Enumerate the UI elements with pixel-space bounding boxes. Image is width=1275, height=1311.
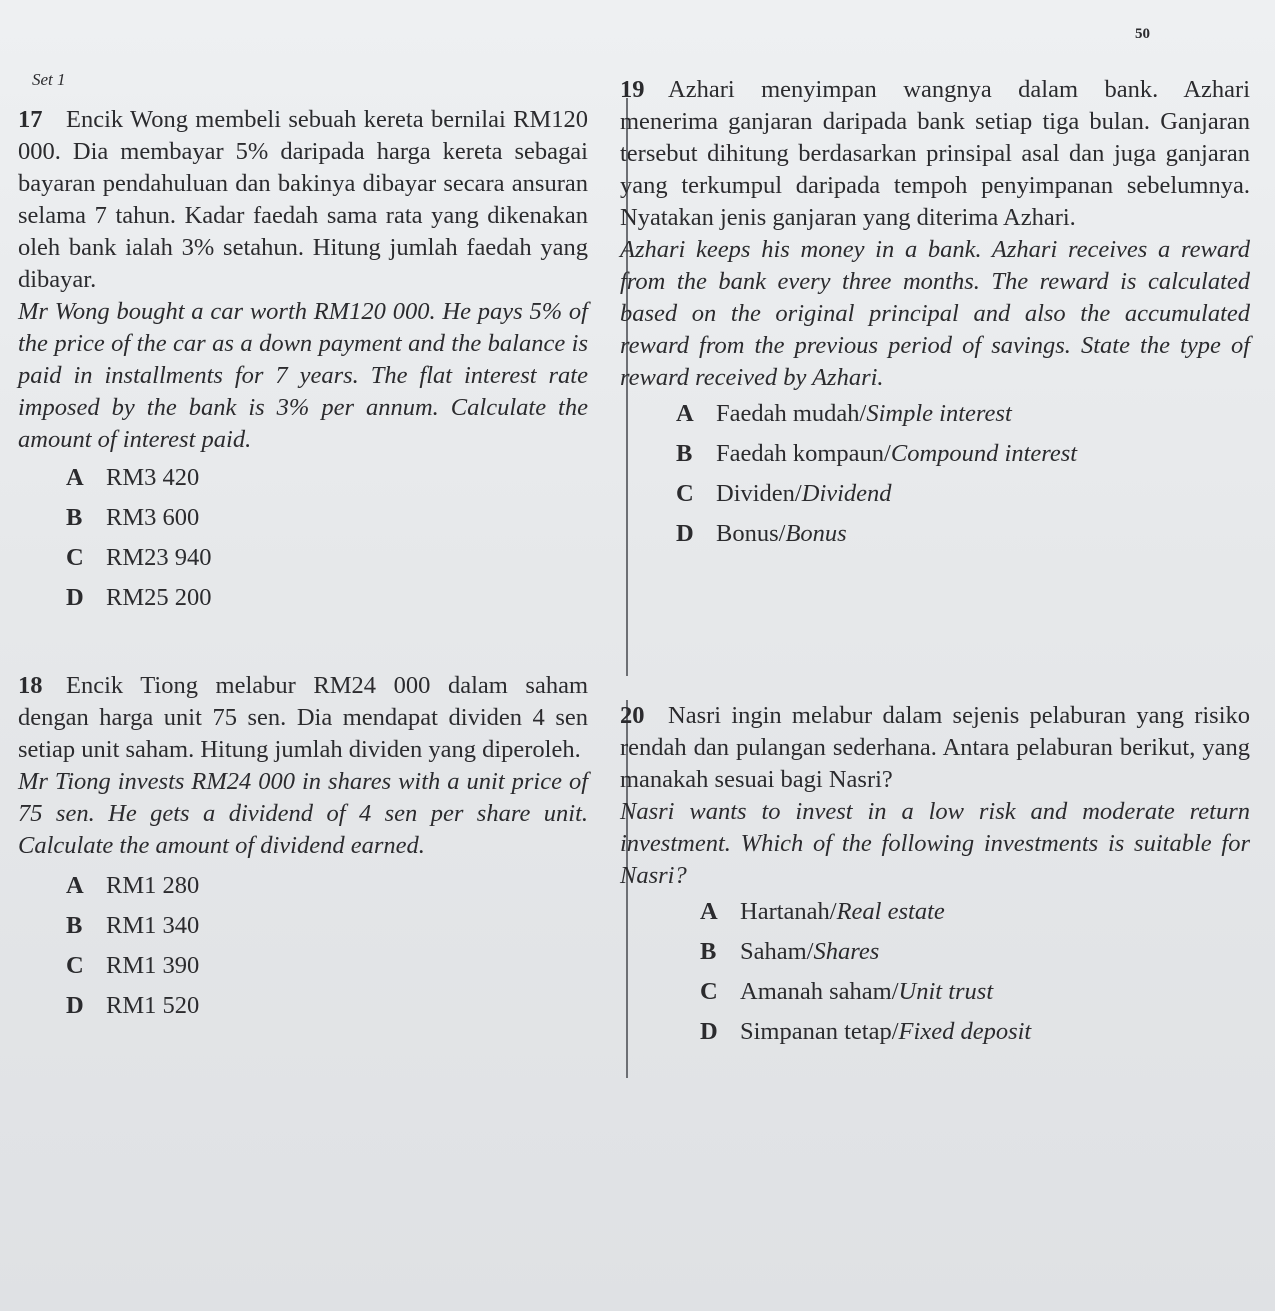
option-b[interactable] — [620, 438, 1250, 478]
option-text: RM25 200 — [106, 584, 212, 611]
option-text-malay: Dividen/ — [716, 480, 802, 507]
set-label: Set 1 — [32, 70, 66, 89]
option-letter: A — [66, 872, 84, 899]
option-b[interactable] — [18, 502, 588, 542]
option-text-malay: Bonus/ — [716, 520, 786, 547]
option-text-malay: Amanah saham/ — [740, 978, 899, 1005]
option-c[interactable] — [18, 542, 588, 582]
option-text-english: Dividend — [801, 480, 892, 507]
option-text: RM3 420 — [106, 464, 200, 491]
option-letter: C — [676, 480, 694, 507]
option-d[interactable] — [18, 582, 588, 622]
option-c[interactable] — [620, 478, 1250, 518]
question-20 — [620, 700, 1250, 1056]
question-number: 19 — [620, 76, 645, 103]
option-letter: B — [676, 440, 693, 467]
option-list — [620, 896, 1250, 1056]
option-list — [620, 398, 1250, 558]
question-text-malay: Nasri ingin melabur dalam sejenis pelaburan yang risiko rendah dan pulangan sederhana. Antara pelaburan berikut, yang manakah sesuai bagi Nasri? — [620, 702, 1250, 793]
option-text-english: Shares — [813, 938, 880, 965]
question-18 — [18, 670, 588, 1030]
question-number: 18 — [18, 672, 43, 699]
option-text-malay: Simpanan tetap/ — [740, 1018, 899, 1045]
option-text-english: Unit trust — [898, 978, 994, 1005]
option-letter: D — [700, 1018, 718, 1045]
question-number: 20 — [620, 702, 645, 729]
option-list — [18, 462, 588, 622]
option-text-english: Compound interest — [890, 440, 1078, 467]
question-19 — [620, 74, 1250, 558]
question-text-malay: Encik Tiong melabur RM24 000 dalam saham dengan harga unit 75 sen. Dia mendapat dividen 4 sen setiap unit saham. Hitung jumlah dividen yang diperoleh. — [18, 672, 588, 763]
question-text-malay: Encik Wong membeli sebuah kereta bernilai RM120 000. Dia membayar 5% daripada harga kereta sebagai bayaran pendahuluan dan bakinya dibayar secara ansuran selama 7 tahun. Kadar faedah sama rata yang dikenakan oleh bank ialah 3% setahun. Hitung jumlah faedah yang dibayar. — [18, 106, 588, 293]
option-text-english: Real estate — [836, 898, 945, 925]
option-letter: D — [66, 992, 84, 1019]
question-text-english: Mr Tiong invests RM24 000 in shares with a unit price of 75 sen. He gets a dividend of 4 sen per share unit. Calculate the amount of dividend earned. — [18, 768, 588, 859]
option-text-malay: Faedah kompaun/ — [716, 440, 891, 467]
option-d[interactable] — [18, 990, 588, 1030]
option-text-malay: Saham/ — [740, 938, 814, 965]
option-letter: C — [700, 978, 718, 1005]
option-text: RM1 520 — [106, 992, 200, 1019]
option-c[interactable] — [620, 976, 1250, 1016]
question-text-english: Azhari keeps his money in a bank. Azhari receives a reward from the bank every three months. The reward is calculated based on the original principal and also the accumulated reward from the previous period of savings. State the type of reward received by Azhari. — [620, 236, 1250, 391]
option-letter: B — [66, 504, 83, 531]
option-a[interactable] — [18, 462, 588, 502]
option-text-english: Simple interest — [866, 400, 1012, 427]
option-c[interactable] — [18, 950, 588, 990]
option-a[interactable] — [18, 870, 588, 910]
option-text: RM3 600 — [106, 504, 200, 531]
option-text-english: Bonus — [785, 520, 847, 547]
option-b[interactable] — [18, 910, 588, 950]
option-a[interactable] — [620, 896, 1250, 936]
option-text: RM1 280 — [106, 872, 200, 899]
option-text: RM23 940 — [106, 544, 212, 571]
question-text-malay: Azhari menyimpan wangnya dalam bank. Azhari menerima ganjaran daripada bank setiap tiga bulan. Ganjaran tersebut dihitung berdasarkan prinsipal asal dan juga ganjaran yang terkumpul daripada tempoh penyimpanan sebelumnya. Nyatakan jenis ganjaran yang diterima Azhari. — [620, 76, 1250, 231]
option-d[interactable] — [620, 1016, 1250, 1056]
option-letter: A — [700, 898, 718, 925]
question-text-english: Mr Wong bought a car worth RM120 000. He pays 5% of the price of the car as a down payment and the balance is paid in installments for 7 years. The flat interest rate imposed by the bank is 3% per annum. Calculate the amount of interest paid. — [18, 298, 588, 453]
option-letter: C — [66, 952, 84, 979]
option-a[interactable] — [620, 398, 1250, 438]
option-list — [18, 870, 588, 1030]
option-text: RM1 340 — [106, 912, 200, 939]
option-letter: B — [700, 938, 717, 965]
option-letter: D — [676, 520, 694, 547]
question-17 — [18, 104, 588, 622]
page-number: 50 — [1135, 26, 1150, 42]
question-number: 17 — [18, 106, 43, 133]
option-text-english: Fixed deposit — [898, 1018, 1032, 1045]
option-letter: A — [66, 464, 84, 491]
option-b[interactable] — [620, 936, 1250, 976]
option-letter: C — [66, 544, 84, 571]
option-letter: D — [66, 584, 84, 611]
option-text-malay: Faedah mudah/ — [716, 400, 867, 427]
question-text-english: Nasri wants to invest in a low risk and moderate return investment. Which of the following investments is suitable for Nasri? — [620, 798, 1250, 889]
option-text-malay: Hartanah/ — [740, 898, 837, 925]
option-text: RM1 390 — [106, 952, 200, 979]
option-d[interactable] — [620, 518, 1250, 558]
option-letter: A — [676, 400, 694, 427]
option-letter: B — [66, 912, 83, 939]
